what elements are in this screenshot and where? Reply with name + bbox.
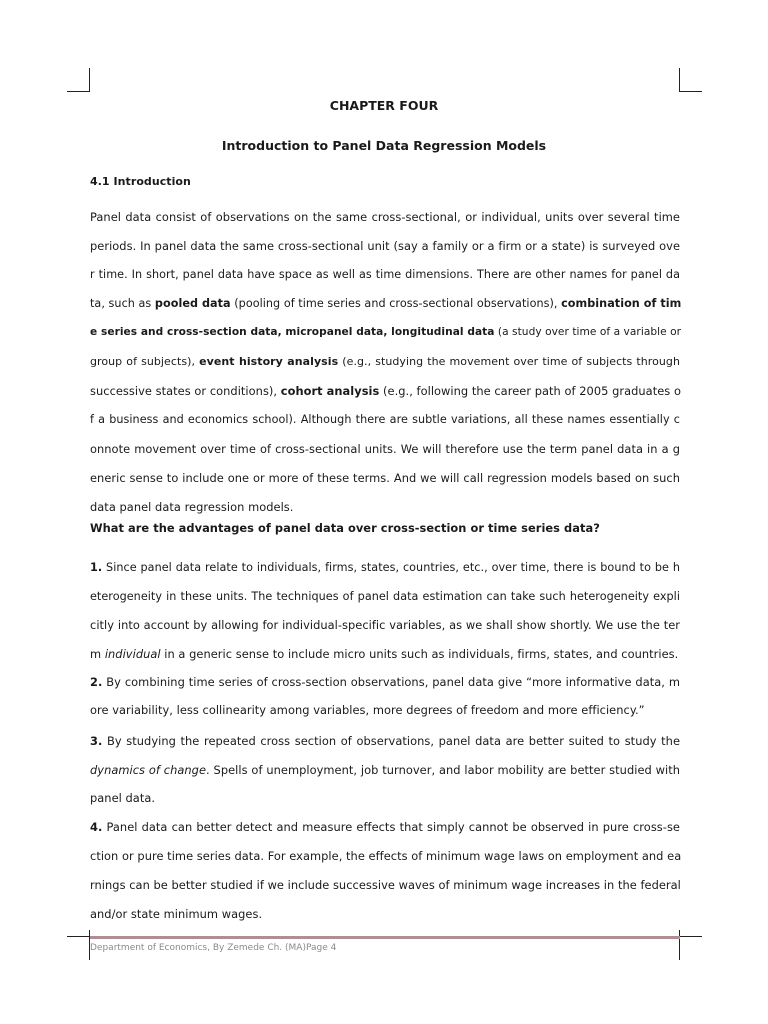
point-line: dynamics of change. Spells of unemployment, job turnover, and labor mobility are better studied with (90, 763, 680, 777)
point-line: 1. Since panel data relate to individuals, firms, states, countries, etc., over time, there is bound to be h (90, 561, 680, 574)
footer-divider (90, 936, 680, 939)
crop-mark-top-right (679, 68, 680, 92)
crop-mark-bottom-left (67, 936, 90, 937)
point-line: citly into account by allowing for individual-specific variables, as we shall show shortly. We use the ter (90, 618, 680, 632)
paragraph-line: onnote movement over time of cross-sectional units. We will therefore use the term panel data in a g (90, 442, 680, 456)
paragraph-line: ta, such as pooled data (pooling of time series and cross-sectional observations), combination of tim (90, 297, 682, 310)
crop-mark-bottom-right (679, 936, 702, 937)
paragraph-line: data panel data regression models. (90, 500, 294, 514)
point-line: 3. By studying the repeated cross section of observations, panel data are better suited to study the (90, 734, 680, 748)
section-heading: 4.1 Introduction (90, 175, 191, 188)
paragraph-line: group of subjects), event history analysis (e.g., studying the movement over time of subjects through (90, 355, 680, 368)
chapter-title: CHAPTER FOUR (329, 98, 439, 113)
point-line: panel data. (90, 791, 156, 805)
page-footer: Department of Economics, By Zemede Ch. (MA)Page 4 (90, 943, 337, 953)
crop-mark-top-left (67, 91, 90, 92)
point-line: and/or state minimum wages. (90, 907, 263, 921)
point-line: ore variability, less collinearity among variables, more degrees of freedom and more efficiency.” (90, 703, 645, 717)
paragraph-line: successive states or conditions), cohort analysis (e.g., following the career path of 2005 graduates o (90, 384, 681, 398)
paragraph-line: Panel data consist of observations on the same cross-sectional, or individual, units over several time (90, 210, 680, 224)
point-line: m individual in a generic sense to include micro units such as individuals, firms, states, and countries. (90, 647, 679, 661)
point-line: eterogeneity in these units. The techniques of panel data estimation can take such heterogeneity expli (90, 590, 680, 603)
point-line: ction or pure time series data. For example, the effects of minimum wage laws on employment and ea (90, 849, 682, 863)
crop-mark-top-right (679, 91, 702, 92)
paragraph-line: periods. In panel data the same cross-sectional unit (say a family or a firm or a state) is surveyed ove (90, 239, 680, 253)
point-line: 4. Panel data can better detect and measure effects that simply cannot be observed in pure cross-se (90, 820, 680, 834)
paragraph-line: eneric sense to include one or more of these terms. And we will call regression models based on such (90, 471, 680, 485)
crop-mark-top-left (89, 68, 90, 92)
chapter-subtitle: Introduction to Panel Data Regression Models (221, 138, 547, 153)
paragraph-line: r time. In short, panel data have space as well as time dimensions. There are other names for panel da (90, 268, 680, 281)
question-heading: What are the advantages of panel data over cross-section or time series data? (90, 521, 600, 535)
crop-mark-bottom-right (679, 930, 680, 960)
point-line: rnings can be better studied if we include successive waves of minimum wage increases in the federal (90, 878, 681, 892)
paragraph-line: e series and cross-section data, micropanel data, longitudinal data (a study over time of a variable or (90, 326, 682, 338)
point-line: 2. By combining time series of cross-section observations, panel data give “more informative data, m (90, 675, 680, 689)
paragraph-line: f a business and economics school). Although there are subtle variations, all these names essentially c (90, 413, 680, 426)
